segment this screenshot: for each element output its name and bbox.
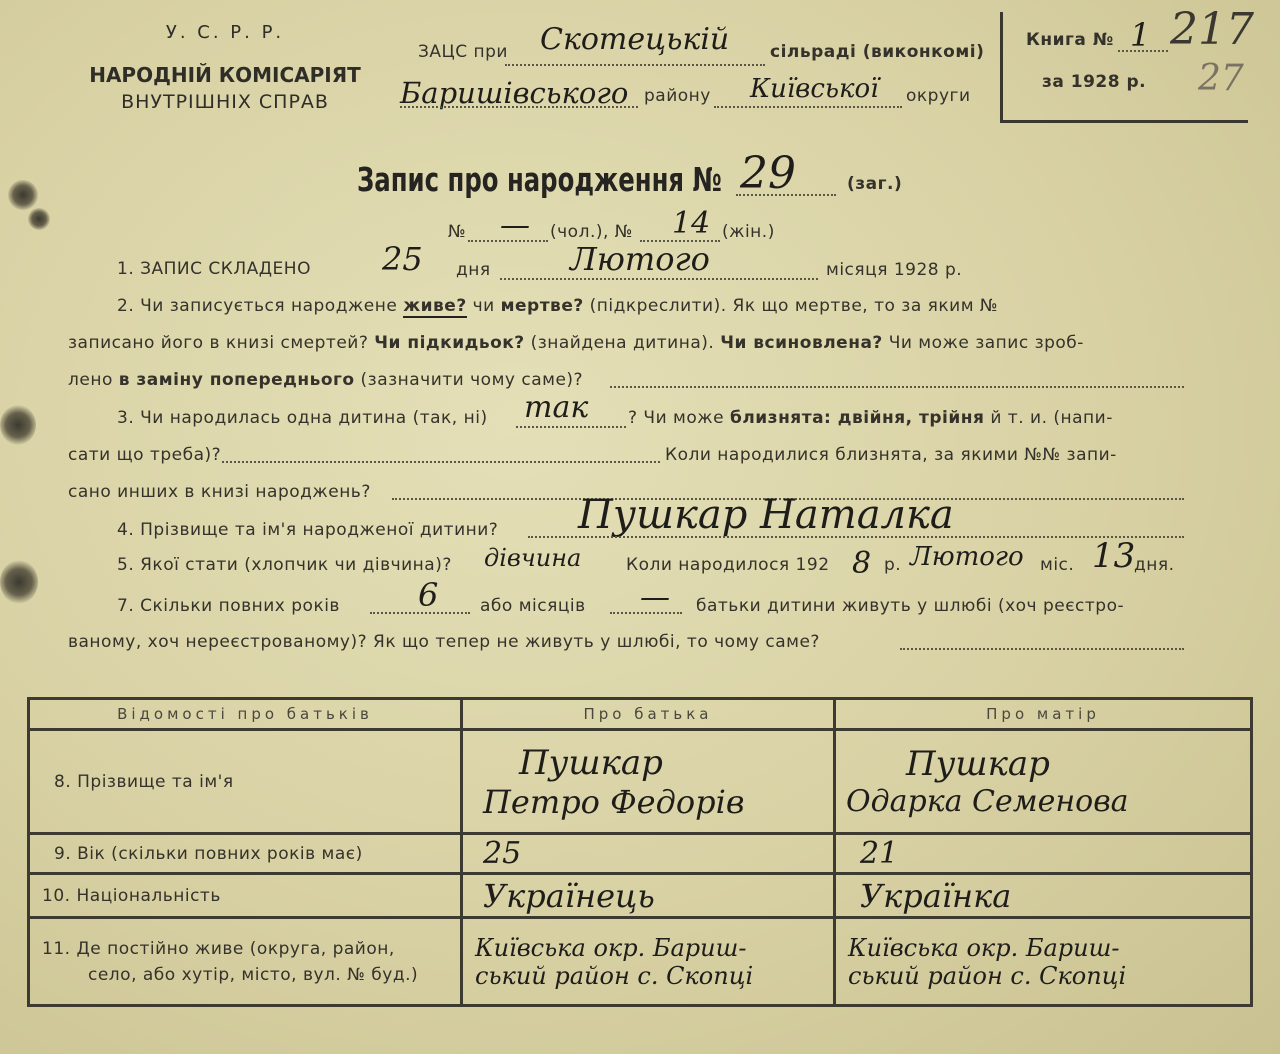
- margin-note-page: 27: [1198, 58, 1244, 99]
- parents-table: [27, 697, 1253, 1007]
- zags-suffix: сільраді (виконкомі): [770, 42, 985, 62]
- dotted-line: [370, 612, 470, 614]
- sub-number-female: 14: [672, 206, 711, 241]
- dotted-line: [468, 240, 548, 242]
- region-label: округи: [906, 86, 971, 106]
- mother-surname: Пушкар: [906, 744, 1050, 784]
- q4-label: 4. Прізвище та ім'я народженої дитини?: [117, 520, 499, 540]
- q2-line1: [117, 296, 998, 316]
- mother-age: 21: [835, 834, 1252, 874]
- q5-label: 5. Якої стати (хлопчик чи дівчина)?: [117, 555, 452, 575]
- dotted-line: [528, 536, 1184, 538]
- row-label-residence: [29, 918, 462, 1006]
- q1-day: 25: [382, 240, 423, 278]
- residence-label-line1: 11. Де постійно живе (округа, район,: [42, 938, 395, 959]
- q2-alive: живе?: [403, 296, 467, 316]
- q5-month-suffix: міс.: [1040, 555, 1075, 575]
- q7-months: —: [640, 580, 670, 615]
- table-row: [29, 834, 1252, 874]
- mother-residence-line1: Київська окр. Бариш-: [848, 933, 1120, 962]
- zags-prefix: ЗАЦС при: [418, 42, 508, 62]
- q7-or-months: або місяців: [480, 596, 586, 616]
- q2-line3: [68, 370, 583, 390]
- dotted-line: [610, 386, 1184, 388]
- dotted-line: [516, 426, 626, 428]
- q2-dead: мертве?: [500, 296, 584, 316]
- father-surname: Пушкар: [519, 742, 663, 783]
- q3-line3: сано инших в книзі народжень?: [68, 482, 371, 502]
- zags-village: Скотецькій: [540, 22, 730, 57]
- q5-sex: дівчина: [484, 544, 582, 572]
- q3-etc: й т. и. (напи-: [990, 408, 1113, 428]
- q3-answer: так: [524, 390, 589, 425]
- q4-child-name: Пушкар Наталка: [578, 492, 954, 538]
- q2-adopted: Чи всиновлена?: [720, 333, 883, 353]
- dotted-line: [900, 648, 1184, 650]
- district-name: Баришівського: [400, 76, 629, 110]
- dotted-line: [610, 612, 682, 614]
- table-header-row: [29, 699, 1252, 730]
- q5-birth-day: 13: [1092, 536, 1136, 576]
- father-age: 25: [462, 834, 835, 874]
- q1-month: Лютого: [570, 240, 710, 278]
- header-cell-info: Відомості про батьків: [29, 699, 462, 730]
- q7-line2: ваному, хоч нереєстрованому)? Як що тепер не живуть у шлюбі, то чому саме?: [68, 632, 820, 652]
- mother-residence-cell: [835, 918, 1252, 1006]
- district-label: району: [644, 86, 711, 106]
- q2-line3b: (зазначити чому саме)?: [360, 370, 584, 390]
- mother-residence-line2: ський район с. Скопці: [848, 961, 1127, 990]
- mother-given-name: Одарка Семенова: [846, 784, 1129, 819]
- punch-hole: [28, 208, 50, 230]
- q2-line2: [68, 333, 1084, 353]
- punch-hole: [0, 560, 38, 604]
- q5-when: Коли народилося 192: [626, 555, 830, 575]
- dotted-line: [500, 278, 818, 280]
- row-label-age: 9. Вік (скільки повних років має): [29, 834, 462, 874]
- q2-or: чи: [472, 296, 495, 316]
- table-row: [29, 730, 1252, 834]
- residence-label-line2: село, або хутір, місто, вул. № буд.): [88, 964, 419, 985]
- q2-replacement: в заміну попереднього: [118, 370, 355, 390]
- sub-male-label: (чол.), №: [550, 222, 633, 242]
- father-residence-cell: [462, 918, 835, 1006]
- record-number-suffix: (заг.): [847, 174, 903, 194]
- sub-number-label: №: [448, 222, 467, 242]
- margin-note-archive: 217: [1170, 4, 1254, 55]
- q2-question: 2. Чи записується народжене: [117, 296, 398, 316]
- issuer-block: [60, 22, 390, 113]
- dotted-line: [714, 106, 902, 108]
- q5-day-suffix: дня.: [1134, 555, 1175, 575]
- dotted-line: [400, 106, 638, 108]
- row-label-nationality: 10. Національність: [29, 874, 462, 918]
- state-name: У. С. Р. Р.: [165, 22, 285, 43]
- q5-year-suffix: р.: [884, 555, 902, 575]
- q7-rest: батьки дитини живуть у шлюбі (хоч реєстро-: [696, 596, 1125, 616]
- header-cell-father: Про батька: [462, 699, 835, 730]
- q3-line2b: Коли народилися близнята, за якими №№ запи-: [665, 445, 1117, 465]
- q1-suffix: місяця 1928 р.: [826, 260, 963, 280]
- dotted-line: [1118, 50, 1168, 52]
- father-given-name: Петро Федорів: [483, 782, 745, 821]
- q3-line1b: [628, 408, 1113, 428]
- q3-twins: близнята: двійня, трійня: [729, 408, 985, 428]
- q2-line2a: записано його в книзі смертей?: [68, 333, 369, 353]
- q2-found-note: (знайдена дитина).: [530, 333, 715, 353]
- punch-hole: [0, 405, 36, 445]
- region-name: Київської: [750, 74, 879, 104]
- mother-name-cell: [835, 730, 1252, 834]
- father-name-cell: [462, 730, 835, 834]
- father-nationality: Українець: [462, 874, 835, 918]
- commissariat-title: НАРОДНІЙ КОМІСАРІЯТ: [89, 63, 361, 87]
- book-label: Книга №: [1026, 30, 1114, 50]
- record-number: 29: [740, 148, 796, 199]
- q1-day-label: дня: [456, 260, 491, 280]
- q1-label: 1. ЗАПИС СКЛАДЕНО: [117, 259, 311, 279]
- q2-line3a: лено: [68, 370, 113, 390]
- book-number: 1: [1130, 16, 1151, 54]
- q7-label: 7. Скільки повних років: [117, 596, 340, 616]
- q5-birth-month: Лютого: [910, 542, 1024, 572]
- punch-hole: [8, 180, 38, 210]
- table-row: [29, 918, 1252, 1006]
- q7-years: 6: [418, 576, 439, 614]
- dotted-line: [736, 194, 836, 196]
- q3-maybe: ? Чи може: [628, 408, 725, 428]
- father-residence-line1: Київська окр. Бариш-: [475, 933, 747, 962]
- q2-rest: (підкреслити). Як що мертве, то за яким №: [589, 296, 999, 316]
- dotted-line: [222, 461, 660, 463]
- q5-year-digit: 8: [852, 546, 872, 581]
- row-label-name: 8. Прізвище та ім'я: [29, 730, 462, 834]
- record-title: Запис про народження №: [357, 160, 722, 199]
- header-cell-mother: Про матір: [835, 699, 1252, 730]
- commissariat-subtitle: ВНУТРІШНІХ СПРАВ: [121, 91, 329, 113]
- q3-line2a: сати що треба)?: [68, 445, 222, 465]
- q3-label: 3. Чи народилась одна дитина (так, ні): [117, 408, 488, 428]
- sub-female-label: (жін.): [722, 222, 775, 242]
- mother-nationality: Українка: [835, 874, 1252, 918]
- q2-line2b: Чи може запис зроб-: [888, 333, 1084, 353]
- dotted-line: [505, 64, 765, 66]
- table-row: [29, 874, 1252, 918]
- father-residence-line2: ський район с. Скопці: [475, 961, 754, 990]
- q2-foundling: Чи підкидьок?: [374, 333, 525, 353]
- sub-number-male: —: [500, 208, 530, 243]
- book-year: за 1928 р.: [1042, 72, 1147, 92]
